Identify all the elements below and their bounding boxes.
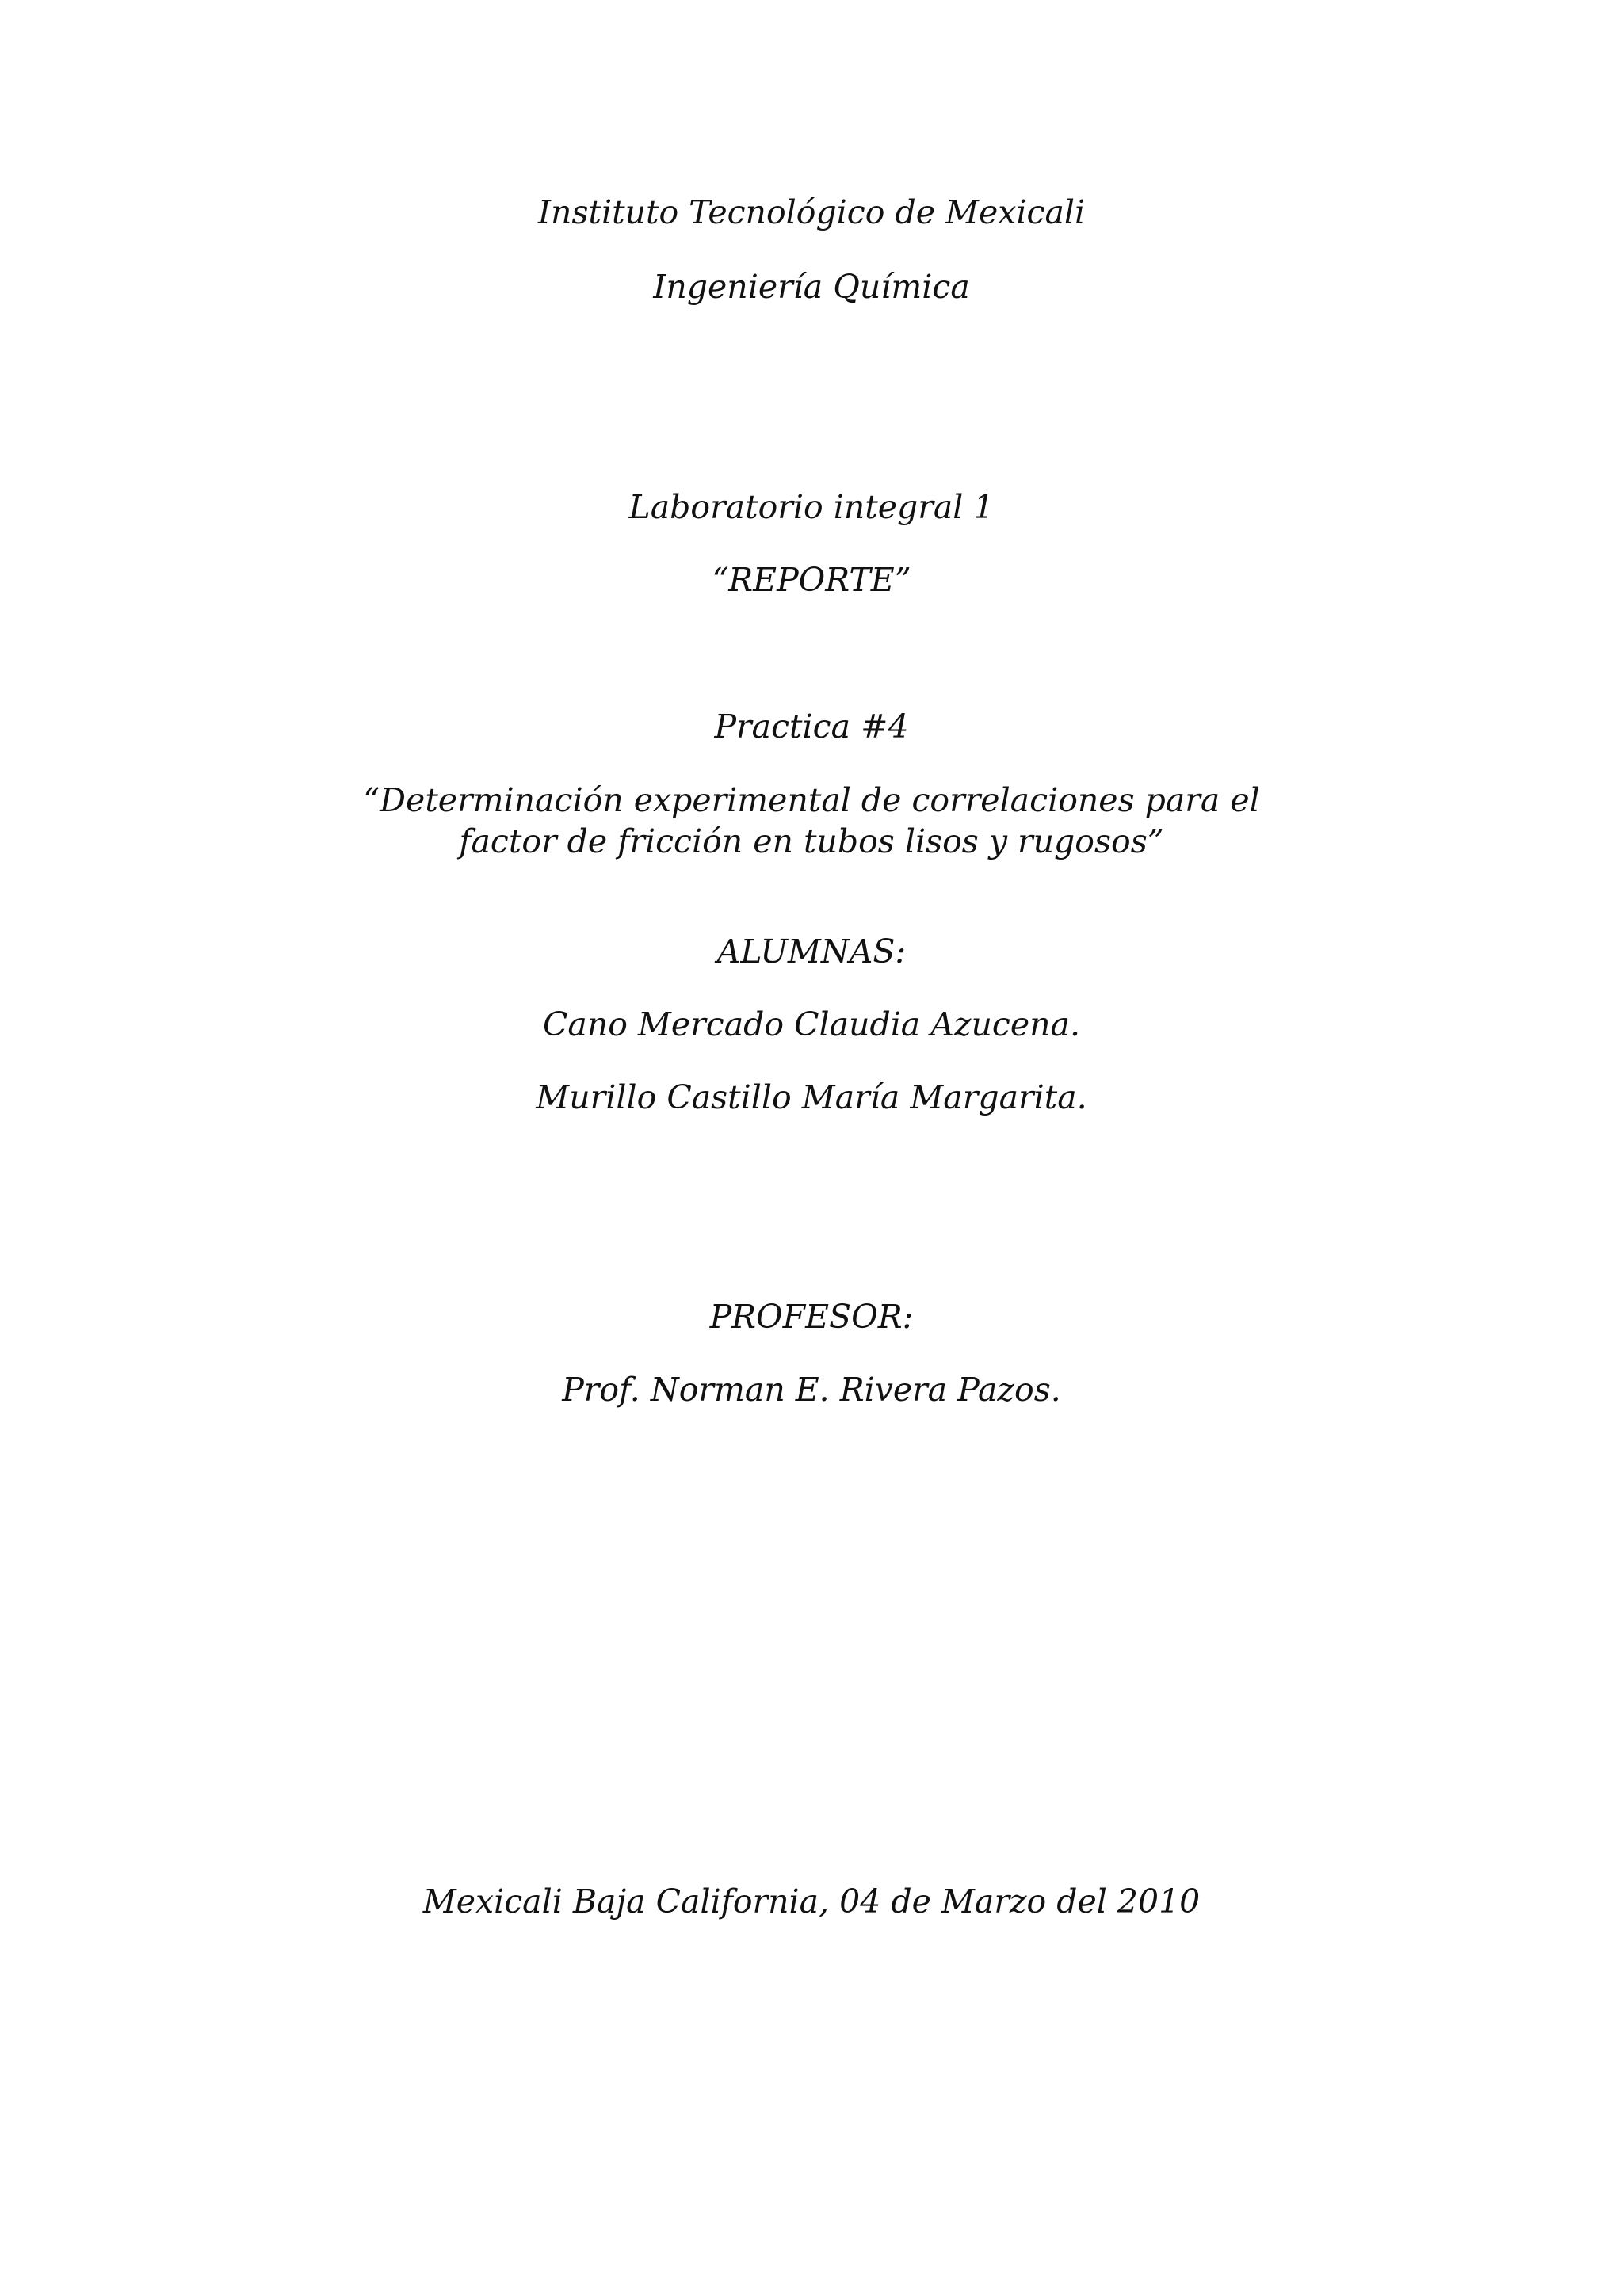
practice-title-line-1: “Determinación experimental de correlaciones para el [363, 781, 1260, 819]
department-name: Ingeniería Química [653, 268, 970, 306]
students-heading: ALUMNAS: [716, 933, 907, 971]
course-name: Laboratorio integral 1 [628, 488, 995, 526]
institution-name: Instituto Tecnológico de Mexicali [537, 193, 1086, 231]
professor-heading: PROFESOR: [709, 1298, 914, 1336]
report-label: “REPORTE” [712, 561, 911, 599]
student-name: Cano Mercado Claudia Azucena. [542, 1005, 1081, 1043]
professor-name: Prof. Norman E. Rivera Pazos. [562, 1371, 1061, 1409]
place-and-date: Mexicali Baja California, 04 de Marzo del 2010 [422, 1882, 1201, 1920]
student-name: Murillo Castillo María Margarita. [536, 1078, 1087, 1116]
practice-number: Practica #4 [714, 707, 909, 746]
practice-title-line-2: factor de fricción en tubos lisos y rugosos” [459, 822, 1164, 860]
